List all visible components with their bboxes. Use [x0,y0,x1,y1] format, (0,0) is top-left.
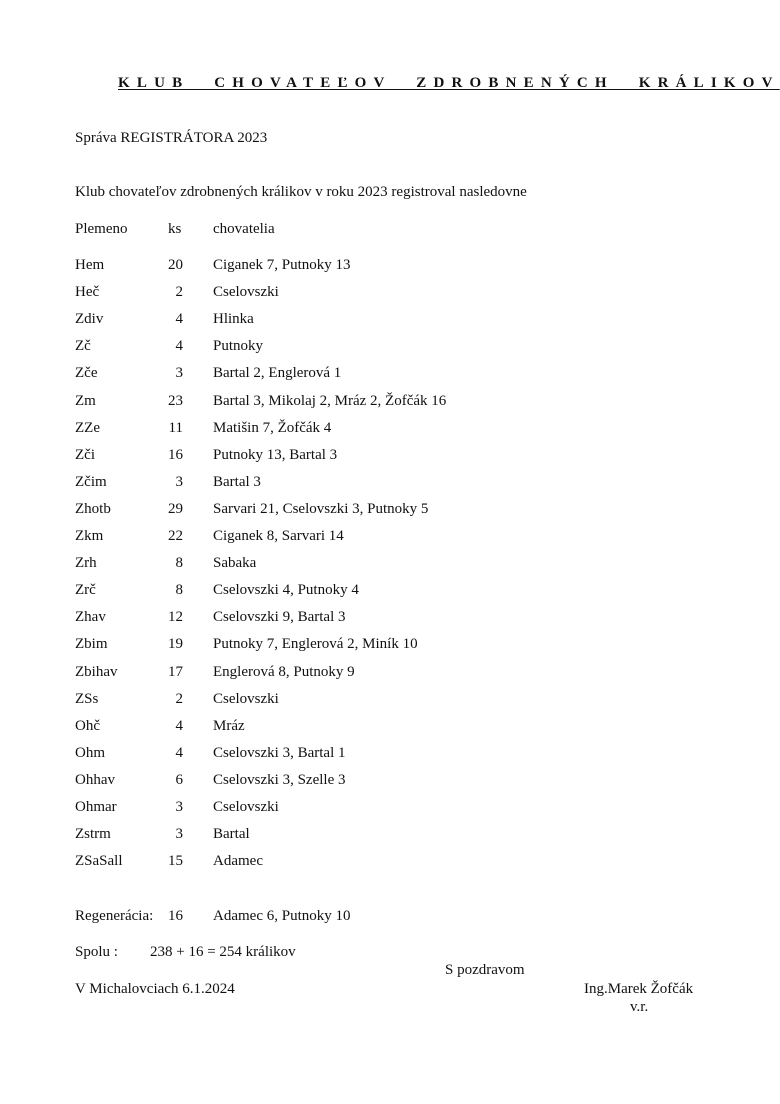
table-row [0,256,780,274]
regeneration-breeders: Adamec 6, Putnoky 10 [213,908,351,924]
count-cell: 3 [175,473,183,490]
table-row [0,446,780,464]
count-cell: 4 [175,717,183,734]
breed-cell: Zhav [75,609,106,626]
breed-cell: Heč [75,284,100,301]
table-row [0,283,780,301]
regeneration-label: Regenerácia: [75,908,154,924]
total-value: 238 + 16 = 254 králikov [150,944,296,960]
breed-cell: Zhotb [75,500,111,517]
count-cell: 17 [168,663,183,680]
breed-cell: Zrč [75,582,96,599]
breeders-cell: Ciganek 7, Putnoky 13 [213,257,351,273]
regeneration-count: 16 [168,908,183,924]
count-cell: 4 [175,744,183,761]
breeders-cell: Bartal 2, Englerová 1 [213,365,342,382]
count-cell: 11 [168,419,183,436]
breed-cell: Zbim [75,636,108,653]
breed-cell: Zbihav [75,663,118,680]
greeting: S pozdravom [445,962,525,978]
total-row [0,943,780,961]
breeders-cell: Cselovszki 9, Bartal 3 [213,609,346,626]
breeders-cell: Bartal 3 [213,473,261,490]
report-subtitle: Správa REGISTRÁTORA 2023 [75,130,268,146]
breeders-cell: Putnoky 7, Englerová 2, Miník 10 [213,636,418,653]
count-cell: 8 [175,582,183,599]
breed-cell: Ohmar [75,799,117,815]
count-cell: 16 [168,446,183,463]
count-cell: 3 [175,826,183,843]
table-row [0,581,780,599]
table-row [0,554,780,572]
count-cell: 3 [175,365,183,382]
breeders-cell: Bartal 3, Mikolaj 2, Mráz 2, Žofčák 16 [213,392,447,409]
table-row [0,473,780,491]
breed-cell: Zstrm [75,826,111,843]
breeders-cell: Adamec [213,853,263,870]
breeders-cell: Englerová 8, Putnoky 9 [213,663,355,680]
breed-cell: Zm [75,392,96,409]
table-row [0,663,780,681]
count-cell: 19 [168,636,183,653]
breeders-cell: Cselovszki [213,799,279,815]
signature-note: v.r. [630,999,649,1015]
breed-cell: ZSs [75,690,99,707]
count-cell: 8 [175,555,183,572]
table-row [0,392,780,410]
breeders-cell: Cselovszki [213,284,279,301]
regeneration-row [0,907,780,925]
breeders-cell: Putnoky [213,338,264,355]
breed-cell: ZZe [75,419,100,436]
count-cell: 22 [168,528,183,544]
count-cell: 2 [175,284,183,301]
place-date: V Michalovciach 6.1.2024 [75,981,235,997]
count-cell: 29 [168,500,183,517]
count-cell: 6 [175,771,183,788]
document-title: KLUB CHOVATEĽOV ZDROBNENÝCH KRÁLIKOV [118,75,780,91]
breed-cell: Zče [75,365,98,382]
table-header [0,220,780,238]
table-row [0,608,780,626]
breed-cell: Ohm [75,744,105,761]
header-count: ks [168,221,182,237]
total-label: Spolu : [75,944,118,960]
header-breeders: chovatelia [213,221,275,237]
breeders-cell: Matišin 7, Žofčák 4 [213,419,332,436]
count-cell: 4 [175,311,183,328]
table-row [0,852,780,870]
count-cell: 23 [168,392,183,409]
table-row [0,337,780,355]
table-row [0,310,780,328]
breeders-cell: Cselovszki [213,690,279,707]
table-row [0,744,780,762]
breed-cell: Ohč [75,717,100,734]
header-breed: Plemeno [75,221,128,237]
breeders-cell: Ciganek 8, Sarvari 14 [213,528,344,544]
breeders-cell: Putnoky 13, Bartal 3 [213,446,338,463]
breeders-cell: Cselovszki 3, Bartal 1 [213,744,346,761]
breeders-cell: Cselovszki 4, Putnoky 4 [213,582,359,599]
breeders-cell: Mráz [213,717,245,734]
table-row [0,717,780,735]
breeders-cell: Cselovszki 3, Szelle 3 [213,771,346,788]
intro-text: Klub chovateľov zdrobnených králikov v roku 2023 registroval nasledovne [75,184,527,200]
count-cell: 20 [168,257,183,273]
table-row [0,364,780,382]
table-row [0,500,780,518]
breed-cell: Zčim [75,473,107,490]
breeders-cell: Bartal [213,826,250,843]
table-row [0,635,780,653]
breed-cell: Zči [75,446,95,463]
breeders-cell: Sarvari 21, Cselovszki 3, Putnoky 5 [213,500,429,517]
count-cell: 3 [175,799,183,815]
table-row [0,798,780,816]
table-row [0,771,780,789]
breed-cell: ZSaSall [75,853,123,870]
breed-cell: Zč [75,338,91,355]
table-row [0,690,780,708]
count-cell: 15 [168,853,183,870]
signer-name: Ing.Marek Žofčák [584,981,694,997]
breeders-cell: Sabaka [213,555,257,572]
breeders-cell: Hlinka [213,311,254,328]
breed-cell: Hem [75,257,105,273]
count-cell: 12 [168,609,183,626]
breed-cell: Ohhav [75,771,115,788]
table-row [0,527,780,545]
table-row [0,419,780,437]
table-row [0,825,780,843]
breed-cell: Zrh [75,555,97,572]
breed-cell: Zdiv [75,311,104,328]
breed-cell: Zkm [75,528,104,544]
count-cell: 4 [175,338,183,355]
count-cell: 2 [175,690,183,707]
